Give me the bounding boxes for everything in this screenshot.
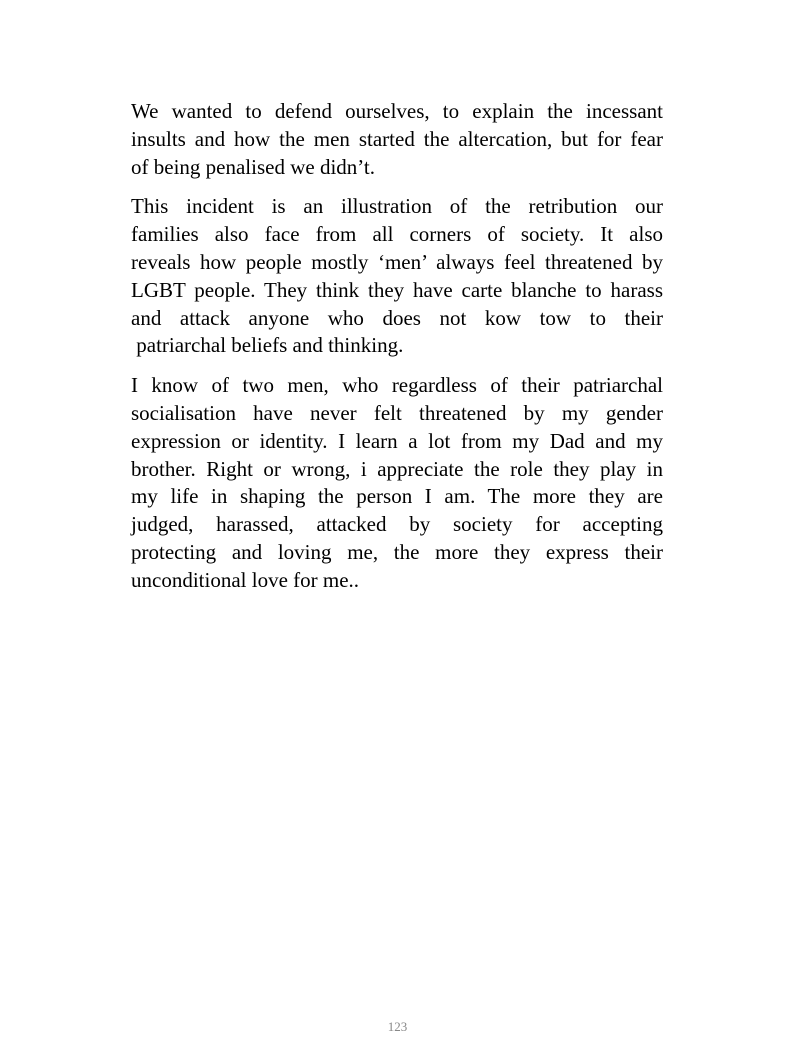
text-line: We wanted to defend ourselves, to explain the incessant bbox=[131, 99, 663, 123]
text-line: insults and how the men started the altercation, but for fear bbox=[131, 126, 663, 151]
text-line: socialisation have never felt threatened by my gender bbox=[131, 400, 663, 425]
text-line: reveals how people mostly ‘men’ always feel threatened by bbox=[131, 249, 663, 274]
text-line: protecting and loving me, the more they express their bbox=[131, 539, 663, 564]
text-line: brother. Right or wrong, i appreciate the role they play in bbox=[131, 456, 663, 481]
text-line: LGBT people. They think they have carte blanche to harass bbox=[131, 277, 663, 302]
text-line: my life in shaping the person I am. The more they are bbox=[131, 484, 663, 509]
paragraph-2 bbox=[131, 193, 663, 360]
paragraph-3 bbox=[131, 372, 663, 594]
page-number: 123 bbox=[387, 1019, 408, 1034]
text-line: and attack anyone who does not kow tow to their bbox=[131, 305, 663, 330]
text-line: judged, harassed, attacked by society for accepting bbox=[131, 512, 663, 537]
text-line: expression or identity. I learn a lot from my Dad and my bbox=[131, 428, 663, 453]
text-line: This incident is an illustration of the retribution our bbox=[131, 194, 663, 219]
body-text bbox=[131, 98, 663, 607]
text-line: of being penalised we didn’t. bbox=[131, 154, 375, 179]
text-line: patriarchal beliefs and thinking. bbox=[131, 333, 404, 358]
paragraph-1 bbox=[131, 98, 663, 181]
text-line: I know of two men, who regardless of their patriarchal bbox=[131, 373, 663, 398]
text-line: families also face from all corners of society. It also bbox=[131, 222, 663, 247]
text-line: unconditional love for me.. bbox=[131, 567, 360, 592]
